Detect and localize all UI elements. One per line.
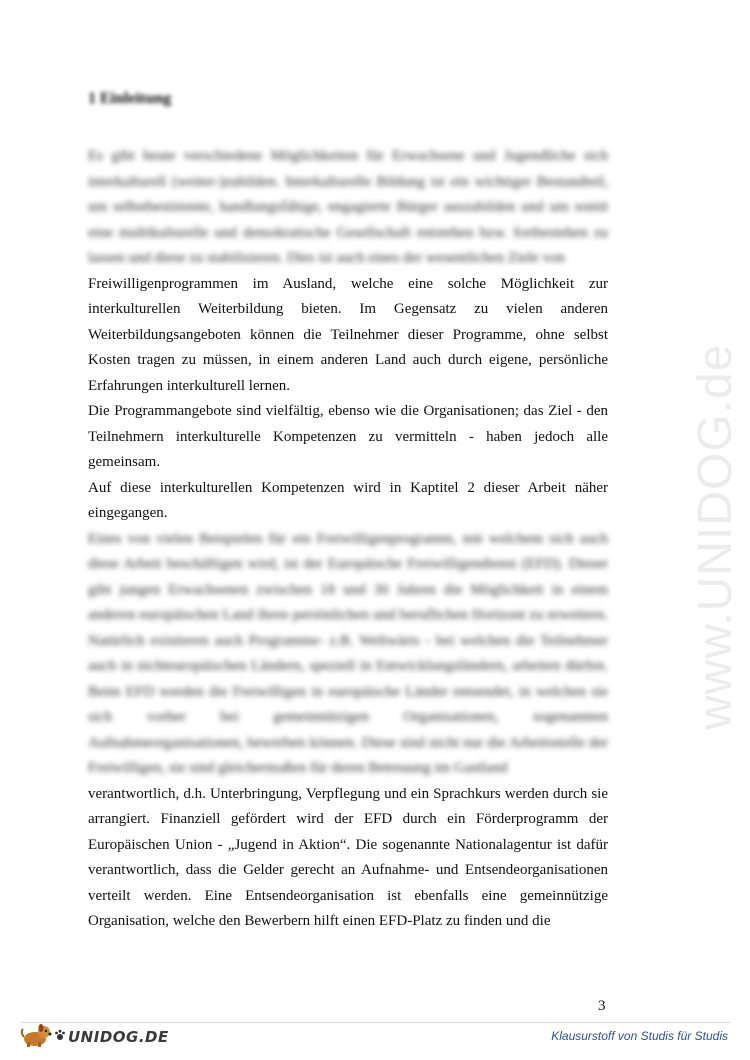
paragraph: Auf diese interkulturellen Kompetenzen wird in Kaptitel 2 dieser Arbeit näher eingegangen. <box>88 479 608 521</box>
paragraph-blurred: Es gibt heute verschiedene Möglichkeiten für Erwachsene und Jugendliche sich interkulturell (weiter-)zubilden. Interkulturelle Bildung ist ein wichtiger Bestandteil, um selbstbestimmte, handlungsfähige, engagierte Bürger auszubilden und um somit eine multikulturelle und demokratische Gesellschaft entstehen bzw. fortbestehen zu lassen und diese zu stabilisieren. Dies ist auch eines der wesentlichen Ziele von <box>88 148 608 266</box>
paragraph: verantwortlich, d.h. Unterbringung, Verpflegung und ein Sprachkurs werden durch sie arrangiert. Finanziell gefördert wird der EFD durch ein Förderprogramm der Europäischen Union - „Jugend in Aktion“. Die sogenannte Nationalagentur ist dafür verantwortlich, dass die Gelder gerecht an Aufnahme- und Entsendeorganisationen verteilt werden. Eine Entsendeorganisation ist ebenfalls eine gemeinnützige Organisation, welche den Bewerbern hilft einen EFD-Platz zu finden und die <box>88 785 608 929</box>
page-number: 3 <box>598 998 606 1014</box>
footer-tagline: Klausurstoff von Studis für Studis <box>551 1029 728 1043</box>
logo-text: UNIDOG.DE <box>68 1028 169 1046</box>
body-text <box>88 144 608 935</box>
paragraph: Freiwilligenprogrammen im Ausland, welche eine solche Möglichkeit zur interkulturellen Weiterbildung bieten. Im Gegensatz zu vielen anderen Weiterbildungsangeboten können die Teilnehmer dieser Programme, ohne selbst Kosten tragen zu müssen, in einem anderen Land auch durch eigene, persönliche Erfahrungen interkulturell lernen. <box>88 275 608 394</box>
paragraph: Die Programmangebote sind vielfältig, ebenso wie die Organisationen; das Ziel - den Teilnehmern interkulturelle Kompetenzen zu vermitteln - haben jedoch alle gemeinsam. <box>88 403 608 470</box>
dog-mascot-icon <box>20 1022 54 1053</box>
watermark: www.UNIDOG.de <box>689 343 742 730</box>
paw-icon <box>54 1028 66 1046</box>
section-heading: 1 Einleitung <box>88 90 172 107</box>
unidog-logo <box>20 1024 169 1050</box>
paragraph-blurred: Eines von vielen Beispielen für ein Freiwilligenprogramm, mit welchem sich auch diese Arbeit beschäftigen wird, ist der Europäische Freiwilligendienst (EFD). Dieser gibt jungen Erwachsenen zwischen 18 und 30 Jahren die Möglichkeit in einem anderen europäischen Land ihren persönlichen und beruflichen Horizont zu erweitern. Natürlich existieren auch Programme- z.B. Weltwärts - bei welchen die Teilnehmer auch in nichteuropäischen Ländern, speziell in Entwicklungsländern, arbeiten dürfen. Beim EFD werden die Freiwilligen in europäische Länder entsendet, in welchen sie sich vorher bei gemeinnützigen Organisationen, sogenannten Aufnahmeorganisationen, bewerben können. Diese sind nicht nur die Arbeitsstelle der Freiwilligen, sie sind gleichermaßen für deren Betreuung im Gastland <box>88 530 608 776</box>
footer-divider <box>20 1022 730 1023</box>
